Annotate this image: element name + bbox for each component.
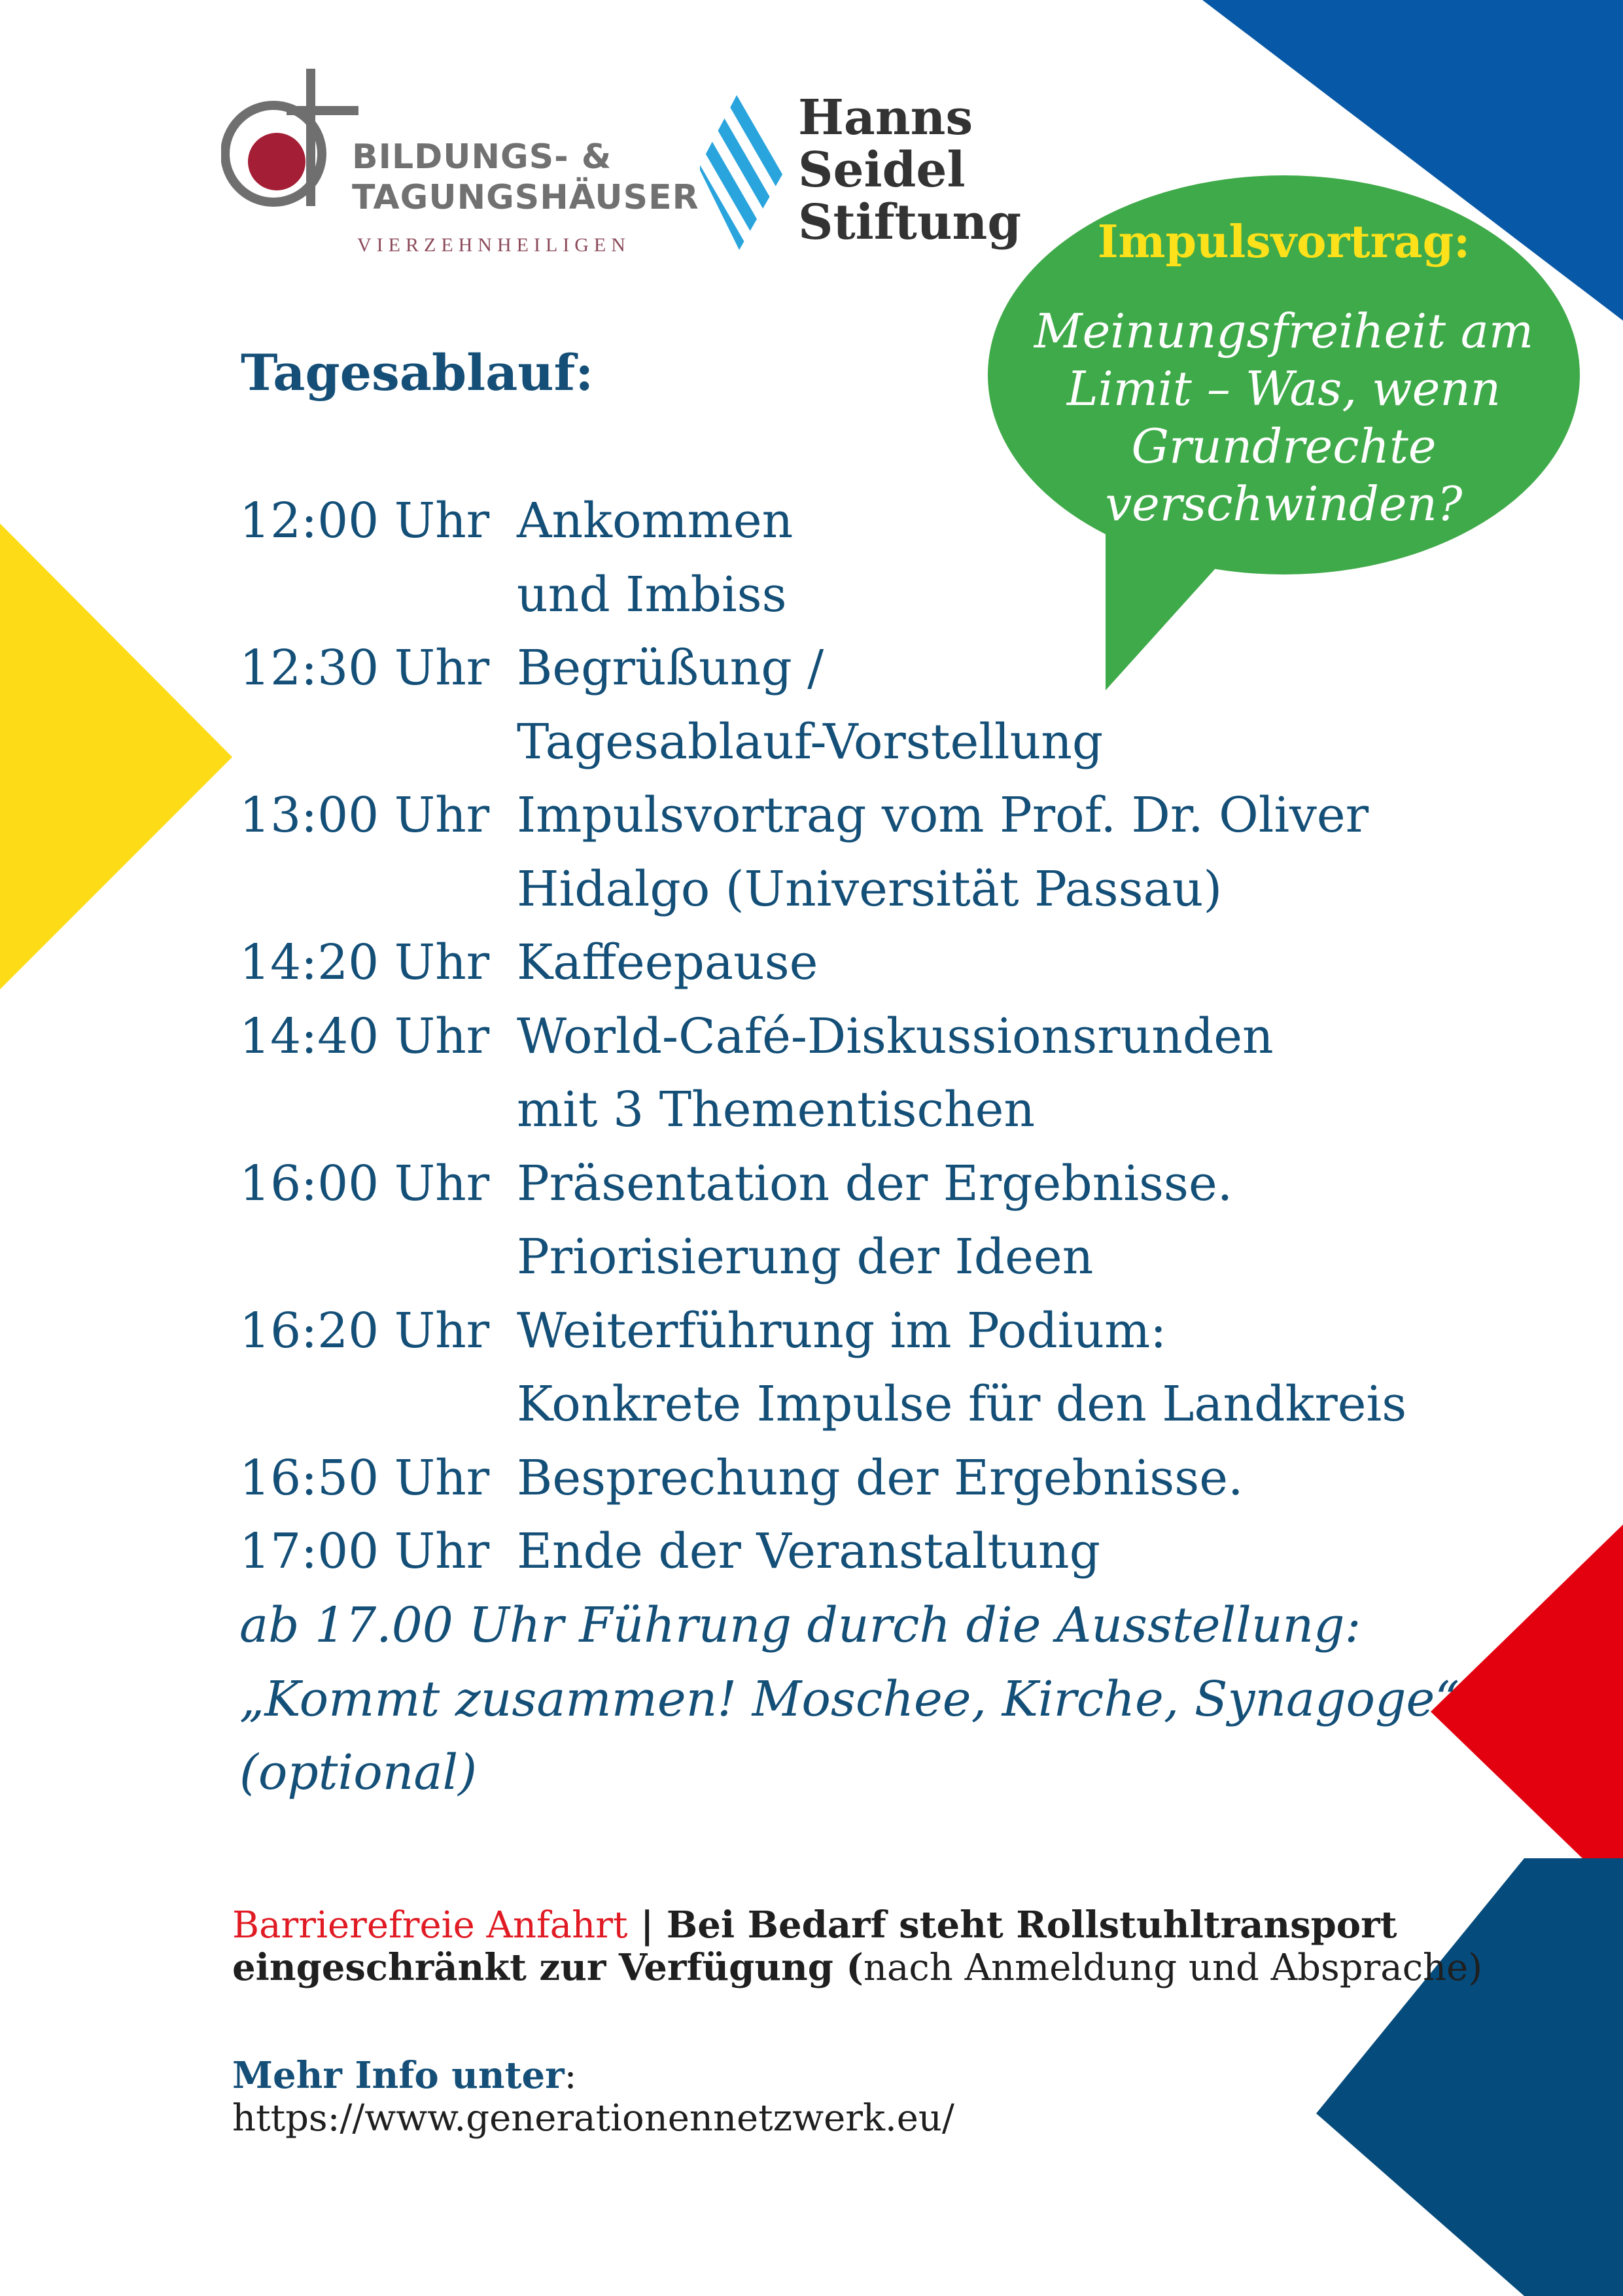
page-title: Tagesablauf:	[241, 344, 594, 402]
accessibility-line-2	[232, 1947, 1482, 1989]
schedule-text: Kaffeepause	[517, 934, 818, 991]
schedule-row	[239, 926, 1406, 1000]
schedule-row	[239, 631, 1406, 705]
schedule-text: Hidalgo (Universität Passau)	[517, 860, 1223, 917]
schedule-row	[239, 779, 1406, 853]
logo-bt-line3: VIERZEHNHEILIGEN	[357, 234, 631, 256]
schedule-row	[239, 1441, 1406, 1515]
bubble-line: Limit – Was, wenn	[1066, 361, 1501, 416]
schedule-row	[239, 1073, 1406, 1147]
schedule-row	[239, 1515, 1406, 1589]
logo-bt-line1: BILDUNGS- &	[352, 137, 612, 177]
accessibility-label: Barrierefreie Anfahrt	[232, 1904, 628, 1947]
accessibility-line-1	[232, 1904, 1482, 1947]
hss-line2: Seidel	[798, 142, 966, 198]
schedule-time: 17:00 Uhr	[239, 1523, 490, 1580]
exhibition-note	[239, 1589, 1459, 1810]
schedule-text: Ende der Veranstaltung	[517, 1523, 1100, 1580]
schedule-text: und Imbiss	[517, 566, 787, 623]
schedule-text: Ankommen	[517, 493, 794, 549]
hss-line3: Stiftung	[798, 194, 1022, 251]
schedule-text: Konkrete Impulse für den Landkreis	[517, 1376, 1407, 1432]
accessibility-bold-2: eingeschränkt zur Verfügung (	[232, 1946, 864, 1989]
schedule-row	[239, 484, 1406, 558]
schedule-time	[239, 1073, 517, 1147]
schedule-text: Tagesablauf-Vorstellung	[517, 713, 1104, 770]
bubble-line: Meinungsfreiheit am	[1034, 304, 1534, 359]
schedule-row	[239, 853, 1406, 927]
schedule-time: 16:50 Uhr	[239, 1449, 490, 1506]
schedule-text: mit 3 Thementischen	[517, 1082, 1036, 1138]
schedule-row	[239, 1294, 1406, 1368]
schedule-row	[239, 558, 1406, 632]
schedule-time	[239, 558, 517, 632]
info-label-line	[232, 2055, 576, 2097]
schedule-time: 14:20 Uhr	[239, 934, 490, 991]
exhibition-line: ab 17.00 Uhr Führung durch die Ausstellung:	[239, 1597, 1361, 1653]
cross-circle-icon	[221, 65, 358, 222]
schedule-text: Impulsvortrag vom Prof. Dr. Oliver	[517, 787, 1369, 843]
accessibility-bold-1: Bei Bedarf steht Rollstuhltransport	[666, 1903, 1397, 1947]
bubble-line: Grundrechte	[1131, 419, 1437, 474]
schedule-text: Begrüßung /	[517, 640, 824, 696]
schedule-row	[239, 1220, 1406, 1294]
schedule-time: 13:00 Uhr	[239, 787, 490, 843]
info-label: Mehr Info unter	[232, 2054, 565, 2097]
schedule-time	[239, 705, 517, 779]
accessibility-normal: nach Anmeldung und Absprache)	[863, 1947, 1483, 1989]
schedule-list	[239, 484, 1406, 1589]
schedule-time	[239, 853, 517, 927]
schedule-time: 12:30 Uhr	[239, 640, 490, 696]
schedule-text: Besprechung der Ergebnisse.	[517, 1449, 1244, 1506]
yellow-triangle-left	[0, 523, 236, 995]
schedule-row	[239, 1147, 1406, 1221]
schedule-text: Weiterführung im Podium:	[517, 1302, 1167, 1359]
bubble-line: verschwinden?	[1105, 476, 1463, 531]
logo-bt-line2: TAGUNGSHÄUSER	[352, 178, 699, 217]
schedule-time	[239, 1368, 517, 1441]
schedule-text: Präsentation der Ergebnisse.	[517, 1155, 1233, 1212]
schedule-text: World-Café-Diskussionsrunden	[517, 1008, 1274, 1065]
schedule-time	[239, 1220, 517, 1294]
info-url-link[interactable]: https://www.generationennetzwerk.eu/	[232, 2097, 954, 2140]
schedule-time: 14:40 Uhr	[239, 1008, 490, 1065]
hss-line1: Hanns	[798, 90, 973, 146]
diamond-stripes-icon	[700, 85, 792, 255]
schedule-time: 16:00 Uhr	[239, 1155, 490, 1212]
hanns-seidel-stiftung-logo	[700, 85, 1022, 268]
exhibition-line: „Kommt zusammen! Moschee, Kirche, Synagoge“	[239, 1670, 1460, 1727]
schedule-row	[239, 705, 1406, 779]
info-colon: :	[564, 2055, 577, 2097]
bubble-heading: Impulsvortrag:	[1097, 216, 1471, 268]
schedule-text: Priorisierung der Ideen	[517, 1229, 1094, 1285]
accessibility-separator: |	[627, 1903, 667, 1947]
schedule-row	[239, 1000, 1406, 1074]
schedule-time: 12:00 Uhr	[239, 493, 490, 549]
accessibility-note	[232, 1904, 1482, 1989]
exhibition-line: (optional)	[239, 1744, 478, 1801]
bildungshaeuser-logo	[221, 65, 699, 262]
schedule-time: 16:20 Uhr	[239, 1302, 490, 1359]
schedule-row	[239, 1368, 1406, 1441]
